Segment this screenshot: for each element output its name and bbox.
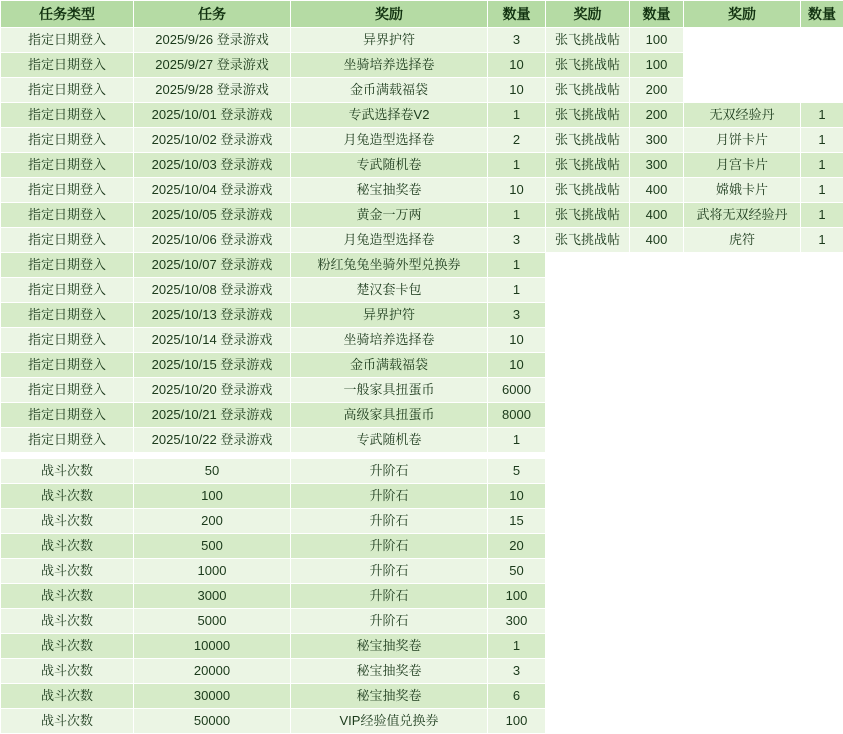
cell-reward-3 — [684, 684, 801, 709]
cell-quantity-1: 1 — [488, 634, 546, 659]
cell-reward-2 — [546, 609, 630, 634]
cell-reward-1: 专武随机卷 — [291, 428, 488, 453]
cell-reward-3 — [684, 53, 801, 78]
cell-task-type: 战斗次数 — [1, 659, 134, 684]
cell-quantity-3: 1 — [801, 103, 843, 128]
cell-quantity-3 — [801, 534, 843, 559]
cell-task: 50 — [134, 459, 291, 484]
cell-task-type: 指定日期登入 — [1, 28, 134, 53]
cell-task — [134, 178, 291, 203]
cell-quantity-1: 5 — [488, 459, 546, 484]
cell-quantity-1: 6000 — [488, 378, 546, 403]
cell-reward-2 — [546, 584, 630, 609]
cell-task-type: 战斗次数 — [1, 709, 134, 734]
cell-task — [134, 53, 291, 78]
cell-reward-3 — [684, 484, 801, 509]
cell-task: 5000 — [134, 609, 291, 634]
cell-quantity-2 — [630, 684, 684, 709]
cell-task-type: 指定日期登入 — [1, 103, 134, 128]
cell-reward-1: 楚汉套卡包 — [291, 278, 488, 303]
cell-reward-3 — [684, 78, 801, 103]
cell-task: 30000 — [134, 684, 291, 709]
cell-reward-2: 张飞挑战帖 — [546, 28, 630, 53]
cell-quantity-3 — [801, 509, 843, 534]
cell-quantity-2 — [630, 303, 684, 328]
cell-task-type: 指定日期登入 — [1, 228, 134, 253]
cell-quantity-3 — [801, 559, 843, 584]
cell-reward-2 — [546, 684, 630, 709]
cell-quantity-2 — [630, 559, 684, 584]
cell-task: 3000 — [134, 584, 291, 609]
cell-quantity-2: 400 — [630, 203, 684, 228]
cell-quantity-1: 50 — [488, 559, 546, 584]
cell-quantity-2: 200 — [630, 103, 684, 128]
task-action: 登录游戏 — [217, 232, 273, 247]
cell-reward-2 — [546, 509, 630, 534]
task-date: 2025/10/02 — [152, 132, 217, 147]
cell-reward-2 — [546, 459, 630, 484]
cell-quantity-3 — [801, 28, 843, 53]
table-row — [1, 353, 843, 378]
task-action: 登录游戏 — [217, 157, 273, 172]
task-action: 登录游戏 — [217, 307, 273, 322]
table-row — [1, 278, 843, 303]
cell-task-type: 战斗次数 — [1, 534, 134, 559]
cell-quantity-2 — [630, 278, 684, 303]
cell-quantity-1: 10 — [488, 78, 546, 103]
task-action: 登录游戏 — [213, 57, 269, 72]
cell-quantity-2 — [630, 328, 684, 353]
task-date: 2025/10/06 — [152, 232, 217, 247]
cell-reward-1: 月兔造型选择卷 — [291, 128, 488, 153]
cell-quantity-2 — [630, 378, 684, 403]
task-action: 登录游戏 — [217, 407, 273, 422]
cell-task: 10000 — [134, 634, 291, 659]
cell-reward-3 — [684, 509, 801, 534]
cell-task: 1000 — [134, 559, 291, 584]
cell-reward-1: 黄金一万两 — [291, 203, 488, 228]
task-date: 2025/10/21 — [152, 407, 217, 422]
cell-task-type: 指定日期登入 — [1, 128, 134, 153]
cell-task: 50000 — [134, 709, 291, 734]
cell-quantity-2: 400 — [630, 178, 684, 203]
table-row — [1, 328, 843, 353]
table-row — [1, 403, 843, 428]
cell-quantity-1: 1 — [488, 103, 546, 128]
cell-quantity-2 — [630, 659, 684, 684]
table-row — [1, 303, 843, 328]
cell-reward-1: 专武选择卷V2 — [291, 103, 488, 128]
cell-quantity-2 — [630, 459, 684, 484]
cell-reward-2: 张飞挑战帖 — [546, 153, 630, 178]
cell-quantity-3 — [801, 459, 843, 484]
cell-reward-3: 虎符 — [684, 228, 801, 253]
login-tasks-body — [1, 28, 843, 453]
task-date: 2025/10/04 — [152, 182, 217, 197]
table-row — [1, 428, 843, 453]
cell-task — [134, 78, 291, 103]
cell-reward-3: 武将无双经验丹 — [684, 203, 801, 228]
cell-reward-2: 张飞挑战帖 — [546, 53, 630, 78]
cell-reward-1: 秘宝抽奖卷 — [291, 684, 488, 709]
task-date: 2025/10/13 — [152, 307, 217, 322]
cell-reward-1: 秘宝抽奖卷 — [291, 634, 488, 659]
cell-quantity-2: 200 — [630, 78, 684, 103]
cell-quantity-2: 300 — [630, 153, 684, 178]
task-action: 登录游戏 — [217, 207, 273, 222]
cell-reward-2: 张飞挑战帖 — [546, 128, 630, 153]
cell-quantity-3 — [801, 253, 843, 278]
cell-task — [134, 203, 291, 228]
task-date: 2025/10/14 — [152, 332, 217, 347]
cell-quantity-3 — [801, 484, 843, 509]
cell-reward-1: 坐骑培养选择卷 — [291, 53, 488, 78]
cell-task: 100 — [134, 484, 291, 509]
cell-reward-2 — [546, 353, 630, 378]
cell-task-type: 指定日期登入 — [1, 403, 134, 428]
cell-reward-1: 秘宝抽奖卷 — [291, 178, 488, 203]
cell-quantity-1: 6 — [488, 684, 546, 709]
cell-task — [134, 278, 291, 303]
column-header-quantity-3: 数量 — [801, 1, 843, 28]
cell-quantity-2 — [630, 709, 684, 734]
cell-task-type: 战斗次数 — [1, 684, 134, 709]
cell-reward-3 — [684, 534, 801, 559]
task-date: 2025/9/28 — [155, 82, 213, 97]
column-header-task-type: 任务类型 — [1, 1, 134, 28]
task-action: 登录游戏 — [213, 82, 269, 97]
task-action: 登录游戏 — [217, 107, 273, 122]
cell-reward-3 — [684, 609, 801, 634]
cell-task-type: 战斗次数 — [1, 509, 134, 534]
cell-quantity-1: 8000 — [488, 403, 546, 428]
battle-tasks-body — [1, 459, 843, 734]
cell-task-type: 指定日期登入 — [1, 378, 134, 403]
cell-quantity-1: 1 — [488, 278, 546, 303]
cell-quantity-3 — [801, 684, 843, 709]
cell-quantity-3 — [801, 378, 843, 403]
cell-quantity-1: 2 — [488, 128, 546, 153]
cell-quantity-2 — [630, 428, 684, 453]
cell-task — [134, 103, 291, 128]
cell-task-type: 指定日期登入 — [1, 328, 134, 353]
cell-task-type: 指定日期登入 — [1, 78, 134, 103]
cell-reward-3 — [684, 428, 801, 453]
table-row — [1, 103, 843, 128]
cell-reward-1: 异界护符 — [291, 303, 488, 328]
cell-reward-1: 坐骑培养选择卷 — [291, 328, 488, 353]
cell-reward-1: 一般家具扭蛋币 — [291, 378, 488, 403]
cell-quantity-1: 100 — [488, 584, 546, 609]
cell-reward-3 — [684, 28, 801, 53]
cell-task-type: 指定日期登入 — [1, 203, 134, 228]
cell-quantity-2 — [630, 253, 684, 278]
cell-quantity-1: 3 — [488, 659, 546, 684]
cell-quantity-3: 1 — [801, 228, 843, 253]
cell-reward-3: 嫦娥卡片 — [684, 178, 801, 203]
column-header-reward-2: 奖励 — [546, 1, 630, 28]
table-row — [1, 534, 843, 559]
cell-task: 20000 — [134, 659, 291, 684]
column-header-reward-3: 奖励 — [684, 1, 801, 28]
table-row — [1, 609, 843, 634]
cell-reward-2: 张飞挑战帖 — [546, 78, 630, 103]
cell-task-type: 战斗次数 — [1, 584, 134, 609]
cell-reward-1: 升阶石 — [291, 609, 488, 634]
cell-quantity-1: 10 — [488, 484, 546, 509]
cell-reward-1: 升阶石 — [291, 534, 488, 559]
task-date: 2025/10/05 — [152, 207, 217, 222]
cell-reward-3 — [684, 278, 801, 303]
cell-quantity-3 — [801, 303, 843, 328]
task-date: 2025/10/20 — [152, 382, 217, 397]
cell-quantity-1: 10 — [488, 353, 546, 378]
cell-reward-3 — [684, 378, 801, 403]
cell-task-type: 指定日期登入 — [1, 278, 134, 303]
table-row — [1, 634, 843, 659]
table-row — [1, 203, 843, 228]
cell-task-type: 指定日期登入 — [1, 53, 134, 78]
cell-reward-3 — [684, 709, 801, 734]
cell-task — [134, 303, 291, 328]
cell-quantity-1: 10 — [488, 178, 546, 203]
table-row — [1, 228, 843, 253]
cell-task — [134, 353, 291, 378]
cell-quantity-3 — [801, 403, 843, 428]
cell-quantity-1: 10 — [488, 53, 546, 78]
cell-reward-1: 粉红兔兔坐骑外型兑换券 — [291, 253, 488, 278]
cell-quantity-2: 100 — [630, 28, 684, 53]
table-row — [1, 53, 843, 78]
cell-reward-3 — [684, 328, 801, 353]
table-row — [1, 128, 843, 153]
cell-reward-2 — [546, 534, 630, 559]
cell-reward-3: 无双经验丹 — [684, 103, 801, 128]
cell-quantity-2: 400 — [630, 228, 684, 253]
cell-reward-2 — [546, 634, 630, 659]
cell-reward-3 — [684, 459, 801, 484]
cell-reward-3 — [684, 403, 801, 428]
table-row — [1, 28, 843, 53]
cell-reward-2: 张飞挑战帖 — [546, 103, 630, 128]
cell-reward-3 — [684, 303, 801, 328]
cell-task — [134, 328, 291, 353]
cell-quantity-3: 1 — [801, 178, 843, 203]
cell-task-type: 指定日期登入 — [1, 303, 134, 328]
cell-task-type: 战斗次数 — [1, 609, 134, 634]
cell-task-type: 指定日期登入 — [1, 178, 134, 203]
cell-quantity-2 — [630, 509, 684, 534]
cell-reward-3 — [684, 634, 801, 659]
cell-task-type: 指定日期登入 — [1, 353, 134, 378]
cell-quantity-3 — [801, 353, 843, 378]
task-action: 登录游戏 — [217, 132, 273, 147]
table-row — [1, 559, 843, 584]
cell-task — [134, 128, 291, 153]
cell-task-type: 战斗次数 — [1, 459, 134, 484]
cell-quantity-2 — [630, 584, 684, 609]
cell-reward-1: 金币满载福袋 — [291, 353, 488, 378]
table-row — [1, 509, 843, 534]
cell-task-type: 指定日期登入 — [1, 153, 134, 178]
task-action: 登录游戏 — [217, 382, 273, 397]
cell-reward-2 — [546, 709, 630, 734]
column-header-quantity-2: 数量 — [630, 1, 684, 28]
table-row — [1, 709, 843, 734]
cell-reward-2 — [546, 303, 630, 328]
cell-task — [134, 253, 291, 278]
cell-task-type: 战斗次数 — [1, 559, 134, 584]
cell-reward-2 — [546, 659, 630, 684]
table-header-row — [1, 1, 843, 28]
cell-reward-1: 异界护符 — [291, 28, 488, 53]
table-row — [1, 178, 843, 203]
cell-quantity-3 — [801, 634, 843, 659]
cell-reward-2 — [546, 484, 630, 509]
cell-reward-3: 月饼卡片 — [684, 128, 801, 153]
cell-reward-1: 金币满载福袋 — [291, 78, 488, 103]
cell-quantity-3: 1 — [801, 203, 843, 228]
cell-reward-1: 升阶石 — [291, 459, 488, 484]
cell-reward-3 — [684, 559, 801, 584]
cell-reward-2 — [546, 559, 630, 584]
task-date: 2025/10/22 — [152, 432, 217, 447]
table-row — [1, 378, 843, 403]
cell-quantity-1: 1 — [488, 203, 546, 228]
cell-reward-2: 张飞挑战帖 — [546, 178, 630, 203]
cell-quantity-1: 1 — [488, 253, 546, 278]
table-row — [1, 78, 843, 103]
cell-quantity-3: 1 — [801, 153, 843, 178]
cell-reward-3 — [684, 353, 801, 378]
table-row — [1, 684, 843, 709]
cell-reward-1: 专武随机卷 — [291, 153, 488, 178]
cell-quantity-2: 100 — [630, 53, 684, 78]
cell-quantity-2 — [630, 484, 684, 509]
cell-reward-3 — [684, 253, 801, 278]
task-date: 2025/10/01 — [152, 107, 217, 122]
cell-reward-1: 秘宝抽奖卷 — [291, 659, 488, 684]
task-action: 登录游戏 — [217, 257, 273, 272]
cell-task — [134, 228, 291, 253]
cell-quantity-2: 300 — [630, 128, 684, 153]
cell-task: 200 — [134, 509, 291, 534]
cell-reward-1: 升阶石 — [291, 584, 488, 609]
task-action: 登录游戏 — [217, 357, 273, 372]
cell-task-type: 指定日期登入 — [1, 428, 134, 453]
cell-task — [134, 153, 291, 178]
cell-quantity-1: 3 — [488, 228, 546, 253]
column-header-reward-1: 奖励 — [291, 1, 488, 28]
table-header — [1, 1, 843, 28]
cell-quantity-3 — [801, 53, 843, 78]
task-action: 登录游戏 — [217, 282, 273, 297]
cell-quantity-1: 100 — [488, 709, 546, 734]
cell-quantity-1: 15 — [488, 509, 546, 534]
cell-quantity-1: 300 — [488, 609, 546, 634]
cell-quantity-1: 20 — [488, 534, 546, 559]
table-row — [1, 484, 843, 509]
cell-quantity-3 — [801, 328, 843, 353]
cell-reward-2: 张飞挑战帖 — [546, 228, 630, 253]
cell-task-type: 指定日期登入 — [1, 253, 134, 278]
table-row — [1, 659, 843, 684]
cell-reward-2 — [546, 403, 630, 428]
cell-task — [134, 428, 291, 453]
cell-reward-1: 升阶石 — [291, 509, 488, 534]
task-date: 2025/10/07 — [152, 257, 217, 272]
cell-task-type: 战斗次数 — [1, 634, 134, 659]
task-date: 2025/9/26 — [155, 32, 213, 47]
cell-quantity-1: 3 — [488, 28, 546, 53]
cell-quantity-2 — [630, 634, 684, 659]
cell-reward-3 — [684, 659, 801, 684]
cell-quantity-3 — [801, 428, 843, 453]
column-header-task: 任务 — [134, 1, 291, 28]
cell-quantity-3 — [801, 659, 843, 684]
table-row — [1, 253, 843, 278]
table-row — [1, 584, 843, 609]
task-date: 2025/9/27 — [155, 57, 213, 72]
cell-quantity-1: 3 — [488, 303, 546, 328]
table-row — [1, 153, 843, 178]
cell-quantity-2 — [630, 403, 684, 428]
task-action: 登录游戏 — [217, 182, 273, 197]
cell-reward-3: 月宫卡片 — [684, 153, 801, 178]
cell-task — [134, 378, 291, 403]
cell-task — [134, 403, 291, 428]
task-action: 登录游戏 — [217, 332, 273, 347]
task-action: 登录游戏 — [217, 432, 273, 447]
cell-reward-1: 升阶石 — [291, 559, 488, 584]
cell-reward-1: 月兔造型选择卷 — [291, 228, 488, 253]
cell-reward-2 — [546, 428, 630, 453]
cell-quantity-3 — [801, 609, 843, 634]
cell-quantity-2 — [630, 353, 684, 378]
cell-quantity-2 — [630, 534, 684, 559]
task-action: 登录游戏 — [213, 32, 269, 47]
cell-reward-2 — [546, 378, 630, 403]
cell-quantity-1: 10 — [488, 328, 546, 353]
cell-reward-2 — [546, 278, 630, 303]
column-header-quantity-1: 数量 — [488, 1, 546, 28]
table-row — [1, 459, 843, 484]
cell-reward-1: 升阶石 — [291, 484, 488, 509]
cell-quantity-1: 1 — [488, 153, 546, 178]
cell-reward-2 — [546, 253, 630, 278]
task-date: 2025/10/08 — [152, 282, 217, 297]
cell-reward-2: 张飞挑战帖 — [546, 203, 630, 228]
cell-reward-1: 高级家具扭蛋币 — [291, 403, 488, 428]
cell-reward-1: VIP经验值兑换券 — [291, 709, 488, 734]
cell-task: 500 — [134, 534, 291, 559]
cell-quantity-1: 1 — [488, 428, 546, 453]
cell-quantity-3 — [801, 78, 843, 103]
task-date: 2025/10/15 — [152, 357, 217, 372]
cell-task — [134, 28, 291, 53]
task-date: 2025/10/03 — [152, 157, 217, 172]
cell-quantity-3 — [801, 584, 843, 609]
cell-reward-3 — [684, 584, 801, 609]
cell-task-type: 战斗次数 — [1, 484, 134, 509]
cell-quantity-3 — [801, 709, 843, 734]
cell-quantity-3: 1 — [801, 128, 843, 153]
cell-quantity-3 — [801, 278, 843, 303]
cell-reward-2 — [546, 328, 630, 353]
cell-quantity-2 — [630, 609, 684, 634]
